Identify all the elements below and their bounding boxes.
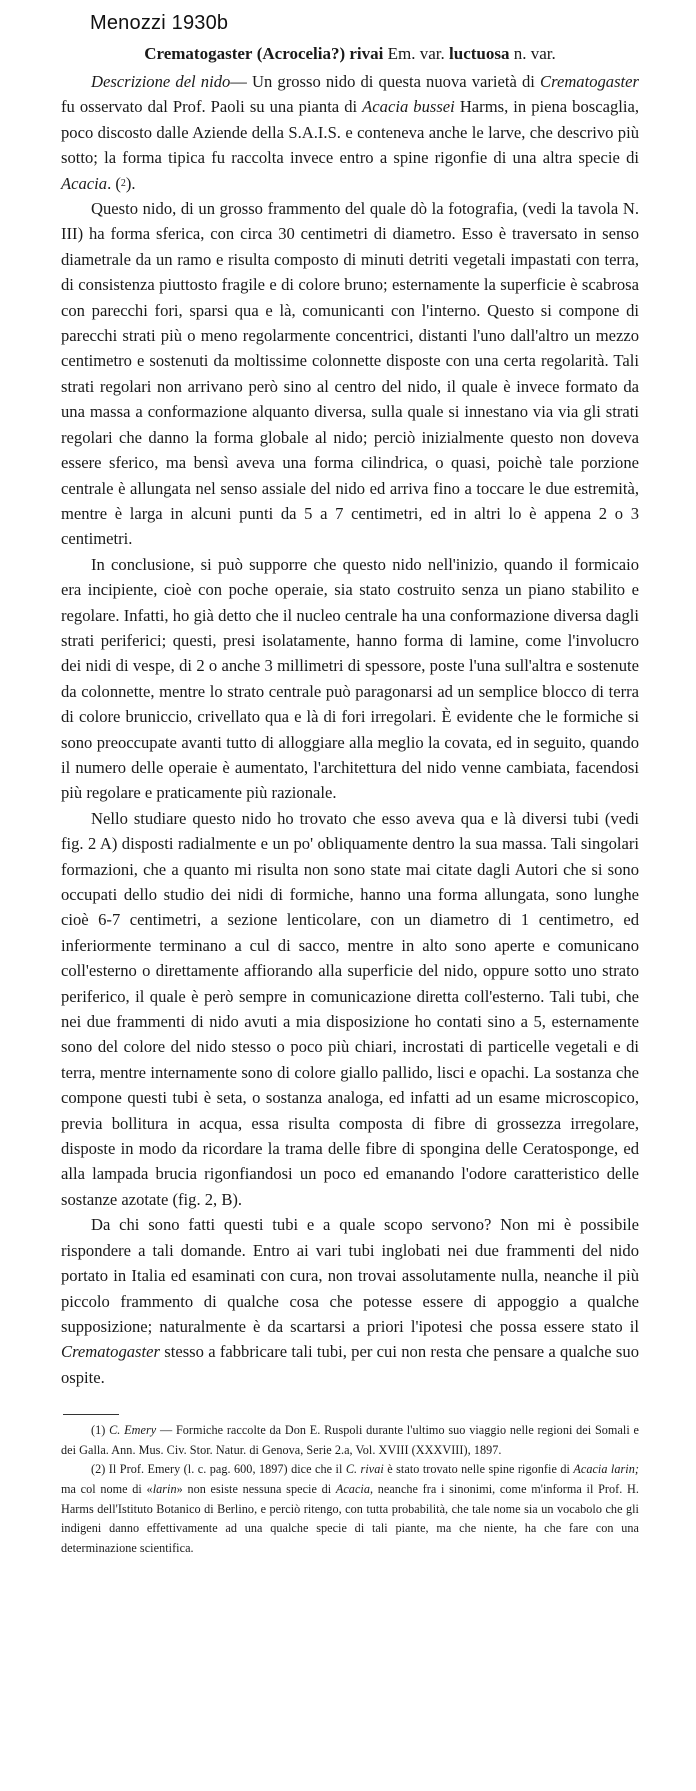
taxon-title — [61, 40, 639, 67]
document-header-label: Menozzi 1930b — [90, 12, 229, 34]
paragraph-4: Nello studiare questo nido ho trovato che esso aveva qua e là diversi tubi (vedi fig. 2 A) disposti radialmente e un po' obliquamente dentro la sua massa. Tali singolari formazioni, che a quanto mi risulta non sono state mai citate dagli Autori che si sono occupati dello studio dei nidi di formiche, hanno una forma allungata, sono lunghe cioè 6-7 centimetri, a sezione lenticolare, con un diametro di 1 centimetro, ed inferiormente terminano a cul di sacco, mentre in alto sono aperte e comunicano coll'esterno o direttamente affiorando alla superficie del nido, oppure sotto uno strato periferico, il quale è però sempre in comunicazione diretta coll'esterno. Tali tubi, che nei due frammenti di nido avuti a mia disposizione ho contati sino a 5, esternamente sono del colore del nido stesso o poco più chiari, incrostati di particelle vegetali e di terra, mentre internamente sono di colore giallo pallido, lisci e opachi. La sostanza che compone questi tubi è seta, o sostanza analoga, ed infatti ad un esame microscopico, previa bollitura in acqua, essa risulta composta di fibre di grossezza irregolare, disposte in modo da ricordare la trama delle fibre di spongina delle Ceratosponge, ed alla lampada brucia rigonfiandosi un poco ed emanando l'odore caratteristico delle sostanze azotate (fig. 2, B). — [61, 808, 639, 1209]
footnote-divider — [63, 1414, 119, 1415]
paragraph-1 — [61, 69, 639, 196]
fn2-acacia-larin: Acacia larin; — [573, 1462, 639, 1477]
main-text — [61, 69, 639, 1390]
p1-text-b: fu osservato dal Prof. Paoli su una pianta di — [61, 97, 363, 117]
p1-genus: Crematogaster — [540, 72, 639, 91]
fn2-text-a: (2) Il Prof. Emery (l. c. pag. 600, 1897) dice che il — [91, 1462, 346, 1477]
p1-text-c: Harms, in piena boscaglia, poco discosto dalle Aziende della S.A.I.S. e conteneva anche le larve, che descrivo più sotto; la forma tipica fu raccolta invece entro a spine rigonfie di una altra specie di — [61, 97, 639, 168]
fn1-author: C. Emery — [109, 1423, 157, 1438]
p1-genus-acacia: Acacia — [61, 173, 108, 193]
footnote-ref-2[interactable]: 2 — [120, 177, 126, 189]
p1-species: Acacia bussei — [362, 97, 455, 117]
p1-text-d: . ( — [107, 173, 121, 193]
paragraph-2: Questo nido, di un grosso frammento del quale dò la fotografia, (vedi la tavola N. III) ha forma sferica, con circa 30 centimetri di diametro. Esso è traversato in senso diametrale da un ramo e risulta composto di minuti detriti vegetali impastati con terra, di consistenza piuttosto fragile e di colore bruno; esternamente la superficie è scabrosa con parecchi fori, sparsi qua e là, comunicanti con l'interno. Questo si compone di parecchi strati più o meno regolarmente concentrici, distanti l'uno dall'altro un mezzo centimetro e sostenuti da moltissime colonnette disposte con una certa regolarità. Tali strati regolari non arrivano però sino al centro del nido, il quale è invece formato da una massa a conformazione alquanto diversa, sulla quale si innestano via via gli strati regolari che danno la forma globale al nido; perciò inizialmente questo non doveva essere sferico, ma bensì aveva una forma cilindrica, o quasi, poichè tale porzione centrale è allungata nel senso assiale del nido ed arriva fino a toccare le due estremità, mentre è larga in alcuni punti da 5 a 7 centimetri, ed in altri lo è appena 2 o 3 centimetri. — [61, 199, 639, 549]
p1-text-a: — Un grosso nido di questa nuova varietà di — [230, 72, 541, 91]
p5-text-a: Da chi sono fatti questi tubi e a quale scopo servono? Non mi è possibile rispondere a tali domande. Entro ai vari tubi inglobati nei due frammenti del nido portato in Italia ed esaminati con cura, non trovai assolutamente nulla, neanche il più piccolo frammento di qualche cosa che potesse essere di appoggio a qualche supposizione; naturalmente è da scartarsi a priori l'ipotesi che possa essere stato il — [61, 1215, 639, 1336]
footnote-2 — [61, 1460, 639, 1558]
paragraph-5 — [61, 1212, 639, 1390]
footnotes — [61, 1421, 639, 1558]
fn1-number: (1) — [91, 1423, 110, 1438]
paragraph-3: In conclusione, si può supporre che questo nido nell'inizio, quando il formicaio era incipiente, cioè con poche operaie, sia stato costruito senza un piano stabilito e regolare. Infatti, ho già detto che il nucleo centrale ha una conformazione diversa dagli strati periferici; questi, presi isolatamente, hanno forma di lamine, come l'involucro dei nidi di vespe, di 2 o anche 3 millimetri di spessore, poste l'una sull'altra e sostenute da colonnette, mentre lo strato centrale può paragonarsi ad un semplice blocco di terra di colore bruniccio, crivellato qua e là di fori irregolari. È evidente che le formiche si sono preoccupate avanti tutto di alloggiare alla meglio la covata, ed in seguito, quando il numero delle operaie è aumentato, l'architettura del nido venne cambiata, facendosi più regolare e praticamente più razionale. — [61, 554, 639, 803]
section-lead: Descrizione del nido — [91, 72, 231, 91]
title-status: n. var. — [513, 44, 556, 63]
title-subgenus: (Acrocelia?) — [256, 44, 346, 63]
title-species: rivai — [349, 44, 384, 63]
page-body — [61, 40, 639, 1558]
fn2-larin: larin — [152, 1481, 177, 1496]
fn1-text: — Formiche raccolte da Don E. Ruspoli durante l'ultimo suo viaggio nelle regioni dei Somali e dei Galla. Ann. Mus. Civ. Stor. Natur. di Genova, Serie 2.a, Vol. XVIII (XXXVIII), 1897. — [61, 1423, 639, 1457]
footnote-1 — [61, 1421, 639, 1460]
p5-text-b: stesso a fabbricare tali tubi, per cui non resta che pensare a qualche suo ospite. — [61, 1342, 639, 1387]
title-variety: luctuosa — [449, 44, 510, 63]
title-author: Em. var. — [387, 44, 445, 63]
fn2-text-d: » non esiste nessuna specie di — [176, 1481, 336, 1496]
p5-genus: Crematogaster — [61, 1342, 160, 1362]
fn2-species: C. rivai — [345, 1462, 384, 1477]
fn2-text-c: ma col nome di « — [61, 1481, 153, 1496]
fn2-acacia: Acacia — [335, 1481, 370, 1496]
fn2-text-b: è stato trovato nelle spine rigonfie di — [383, 1462, 574, 1477]
fn2-text-e: , neanche fra i sinonimi, come m'informa il Prof. H. Harms dell'Istituto Botanico di Berlino, e perciò ritengo, con tutta probabilità, che tale nome sia un vocabolo che gli indigeni danno effettivamente ad una qualche specie di tali piante, ma che niente, ha che fare con una determinazione scientifica. — [61, 1481, 639, 1555]
title-genus: Crematogaster — [144, 44, 253, 63]
p1-text-e: ). — [125, 173, 136, 193]
